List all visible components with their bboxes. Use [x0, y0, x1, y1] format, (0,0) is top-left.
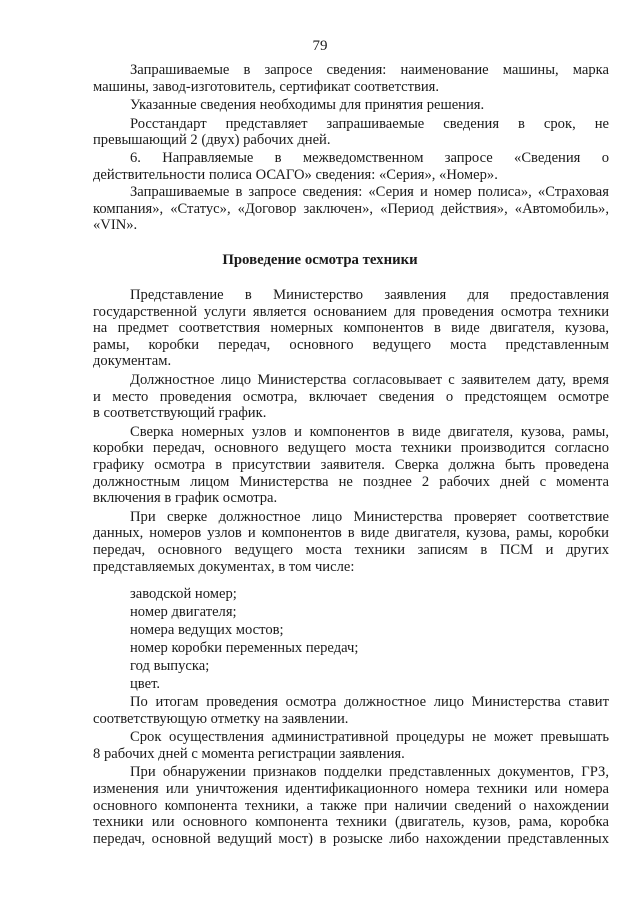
text-line: должностным лицом Министерства не позднее 2 рабочих дней с момента	[93, 473, 609, 490]
text-line: Запрашиваемые в запросе сведения: наименование машины, марка	[130, 62, 609, 78]
section-top	[93, 62, 609, 234]
text-line: «VIN».	[93, 217, 138, 234]
text-line: 8 рабочих дней с момента регистрации заявления.	[93, 745, 405, 762]
text-line: Сверка номерных узлов и компонентов в виде двигателя, кузова, рамы,	[130, 423, 609, 440]
text-line: 6. Направляемые в межведомственном запросе «Сведения о	[130, 149, 609, 166]
paragraph	[93, 150, 609, 183]
text-line: передач, основной ведущий мост) в розыске либо нахождении представленных	[93, 830, 609, 847]
paragraph	[93, 764, 609, 847]
text-line: основного компонента техники, а также при наличии сведений о нахождении	[93, 797, 609, 814]
text-line: государственной услуги является основанием для проведения осмотра техники	[93, 303, 609, 320]
text-line: документам.	[93, 353, 172, 370]
text-line: представляемых документах, в том числе:	[93, 558, 355, 575]
text-line: изменения или уничтожения идентификационного номера техники или номера	[93, 780, 609, 797]
paragraph	[93, 509, 609, 575]
paragraph	[93, 62, 609, 95]
text-line: Должностное лицо Министерства согласовывает с заявителем дату, время	[130, 371, 609, 388]
page-number: 79	[312, 38, 328, 54]
paragraph	[93, 424, 609, 507]
section-heading: Проведение осмотра техники	[222, 252, 418, 268]
paragraph	[93, 116, 609, 149]
text-line: графику осмотра в присутствии заявителя. Сверка должна быть проведена	[93, 456, 609, 473]
paragraph	[93, 729, 609, 762]
text-line: При сверке должностное лицо Министерства проверяет соответствие	[130, 508, 609, 525]
text-line: коробки передач, основного ведущего моста техники производится согласно	[93, 440, 609, 457]
text-line: компания», «Статус», «Договор заключен», «Период действия», «Автомобиль»,	[93, 200, 609, 217]
list-item: заводской номер;	[130, 586, 237, 602]
text-line: Указанные сведения необходимы для принятия решения.	[130, 97, 485, 114]
paragraph	[93, 372, 609, 422]
section-main	[93, 287, 609, 575]
text-line: При обнаружении признаков подделки представленных документов, ГРЗ,	[130, 764, 609, 781]
text-line: машины, завод-изготовитель, сертификат соответствия.	[93, 78, 440, 95]
list-item: цвет.	[130, 676, 161, 692]
paragraph	[93, 694, 609, 727]
paragraph	[93, 287, 609, 370]
text-line: в соответствующий график.	[93, 405, 267, 422]
text-line: на предмет соответствия номерных компонентов в виде двигателя, кузова,	[93, 320, 609, 337]
text-line: Запрашиваемые в запросе сведения: «Серия и номер полиса», «Страховая	[130, 184, 609, 201]
text-line: передач, основного ведущего моста техники записям в ПСМ и других	[93, 541, 609, 558]
text-line: включения в график осмотра.	[93, 490, 278, 507]
text-line: и место проведения осмотра, включает сведения о предстоящем осмотре	[93, 388, 609, 405]
list-item: номер коробки переменных передач;	[130, 640, 359, 656]
text-line: действительности полиса ОСАГО» сведения: «Серия», «Номер».	[93, 166, 498, 183]
section-bottom	[93, 694, 609, 847]
text-line: Срок осуществления административной процедуры не может превышать	[130, 729, 609, 746]
text-line: превышающий 2 (двух) рабочих дней.	[93, 132, 331, 149]
text-line: Представление в Министерство заявления для предоставления	[130, 287, 609, 303]
list-item: номера ведущих мостов;	[130, 622, 284, 638]
paragraph	[93, 184, 609, 234]
text-line: соответствующую отметку на заявлении.	[93, 710, 349, 727]
text-line: По итогам проведения осмотра должностное лицо Министерства ставит	[130, 694, 609, 710]
list-item: номер двигателя;	[130, 604, 237, 620]
text-line: Росстандарт представляет запрашиваемые сведения в срок, не	[130, 115, 609, 132]
list-item: год выпуска;	[130, 658, 210, 674]
paragraph	[93, 97, 609, 114]
text-line: техники или основного компонента техники (двигатель, кузов, рама, коробка	[93, 814, 609, 831]
text-line: данных, номеров узлов и компонентов в виде двигателя, кузова, рамы, коробки	[93, 525, 609, 542]
text-line: рамы, коробки передач, основного ведущего моста представленным	[93, 336, 609, 353]
